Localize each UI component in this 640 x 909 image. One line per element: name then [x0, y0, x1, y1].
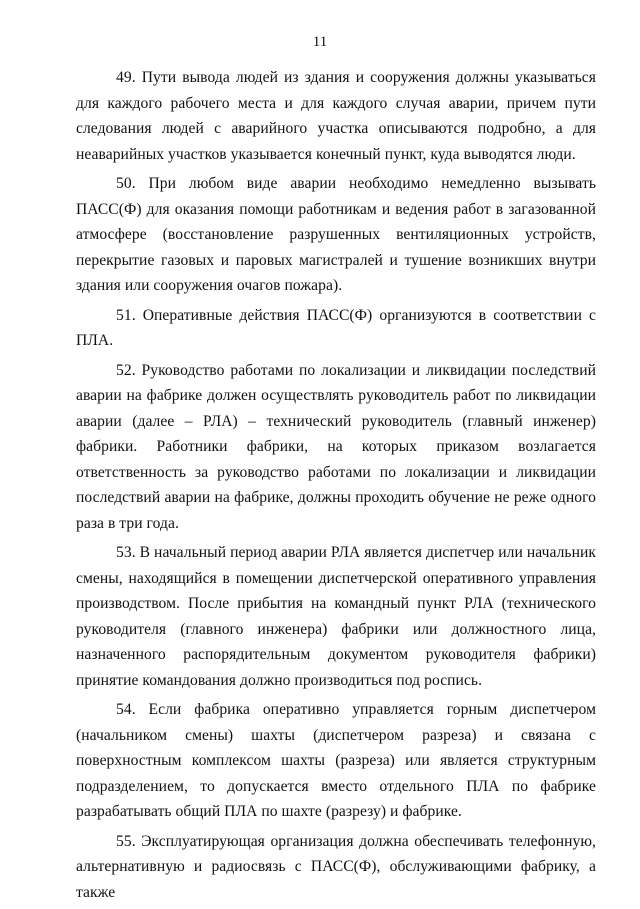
paragraph-55: 55. Эксплуатирующая организация должна обеспечивать телефонную, альтернативную и радиосвязь с ПАСС(Ф), обслуживающими фабрику, а также: [76, 832, 596, 901]
paragraph-52: 52. Руководство работами по локализации и ликвидации последствий аварии на фабрике должен осуществлять руководитель работ по ликвидации аварии (далее – РЛА) – технический руководитель (главный инженер) фабрики. Работники фабрики, на которых приказом возлагается ответственность за руководство работами по локализации и ликвидации последствий аварии на фабрике, должны проходить обучение не реже одного раза в три года.: [76, 361, 596, 532]
paragraph-50: 50. При любом виде аварии необходимо немедленно вызывать ПАСС(Ф) для оказания помощи работникам и ведения работ в загазованной атмосфере (восстановление разрушенных вентиляционных устройств, перекрытие газовых и паровых магистралей и тушение возникших внутри здания или сооружения очагов пожара).: [76, 175, 596, 294]
paragraph-54: 54. Если фабрика оперативно управляется горным диспетчером (начальником смены) шахты (диспетчером разреза) и связана с поверхностным комплексом шахты (разреза) или является структурным подразделением, то допускается вместо отдельного ПЛА по фабрике разрабатывать общий ПЛА по шахте (разрезу) и фабрике.: [76, 701, 596, 820]
paragraph-53: 53. В начальный период аварии РЛА является диспетчер или начальник смены, находящийся в помещении диспетчерской оперативного управления производством. После прибытия на командный пункт РЛА (технического руководителя (главного инженера) фабрики или должностного лица, назначенного распорядительным документом руководителя фабрики) принятие командования должно производиться под роспись.: [76, 544, 596, 689]
page-number: 11: [312, 34, 328, 50]
document-body: [76, 65, 596, 909]
paragraph-49: 49. Пути вывода людей из здания и сооружения должны указываться для каждого рабочего места и для каждого случая аварии, причем пути следования людей с аварийного участка описываются подробно, а для неаварийных участков указывается конечный пункт, куда выводятся люди.: [76, 69, 596, 163]
paragraph-51: 51. Оперативные действия ПАСС(Ф) организуются в соответствии с ПЛА.: [76, 306, 596, 349]
